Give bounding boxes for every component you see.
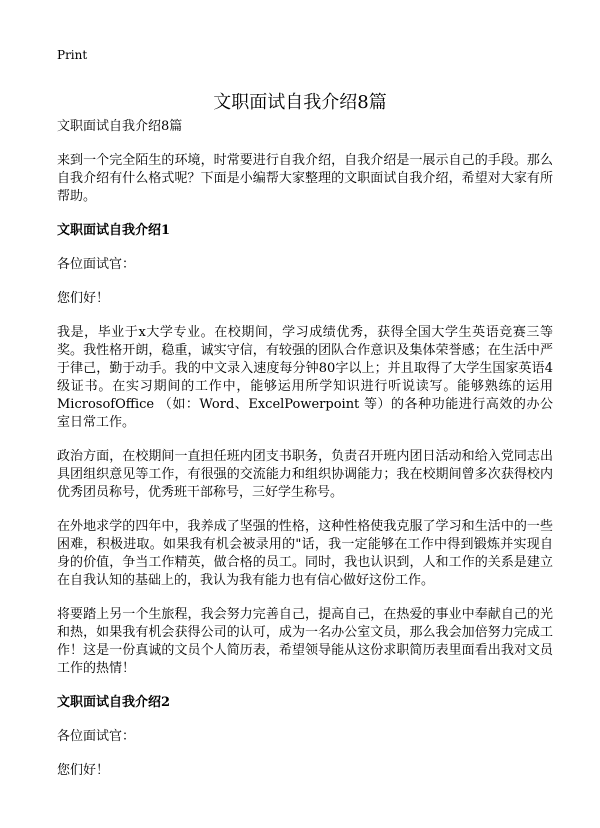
- section-1-greeting: 您们好！: [57, 291, 110, 306]
- section-1-paragraph-background: 我是，毕业于x大学专业。在校期间，学习成绩优秀，获得全国大学生英语竞赛三等奖。我性格开朗，稳重，诚实守信，有较强的团队合作意识及集体荣誉感；在生活中严于律己，勤于动手。我的中文录入速度每分钟80字以上；并且取得了大学生国家英语4级证书。在实习期间的工作中，能够运用所学知识进行听说读写。能够熟练的运用MicrosofOffice （如：Word、ExcelPowerpoint 等）的各种功能进行高效的办公室日常工作。: [57, 325, 553, 430]
- intro-paragraph: 来到一个完全陌生的环境，时常要进行自我介绍，自我介绍是一展示自己的手段。那么自我介绍有什么格式呢？下面是小编帮大家整理的文职面试自我介绍，希望对大家有所帮助。: [57, 153, 553, 204]
- section-1-paragraph-politics: 政治方面，在校期间一直担任班内团支书职务，负责召开班内团日活动和给入党同志出具团组织意见等工作，有很强的交流能力和组织协调能力；我在校期间曾多次获得校内优秀团员称号，优秀班干部称号，三好学生称号。: [57, 449, 553, 500]
- section-1-heading: 文职面试自我介绍1: [57, 223, 171, 238]
- section-2-greeting: 您们好！: [57, 763, 110, 778]
- intro-subtitle: 文职面试自我介绍8篇: [57, 119, 183, 134]
- section-2-salutation: 各位面试官：: [57, 729, 136, 744]
- section-1-paragraph-character: 在外地求学的四年中，我养成了坚强的性格，这种性格使我克服了学习和生活中的一些困难，积极进取。如果我有机会被录用的"话，我一定能够在工作中得到锻炼并实现自身的价值，争当工作精英，做合格的员工。同时，我也认识到，人和工作的关系是建立在自我认知的基础上的，我认为我有能力也有信心做好这份工作。: [57, 519, 553, 588]
- section-1-salutation: 各位面试官：: [57, 257, 136, 272]
- document-body: [57, 118, 553, 780]
- print-link[interactable]: Print: [57, 48, 88, 62]
- document-title: 文职面试自我介绍8篇: [213, 92, 387, 114]
- section-2-heading: 文职面试自我介绍2: [57, 695, 171, 710]
- section-1-paragraph-closing: 将要踏上另一个生旅程，我会努力完善自己，提高自己，在热爱的事业中奉献自己的光和热，如果我有机会获得公司的认可，成为一名办公室文员，那么我会加倍努力完成工作！这是一份真诚的文员个人简历表，希望领导能从这份求职简历表里面看出我对文员工作的热情！: [57, 607, 553, 676]
